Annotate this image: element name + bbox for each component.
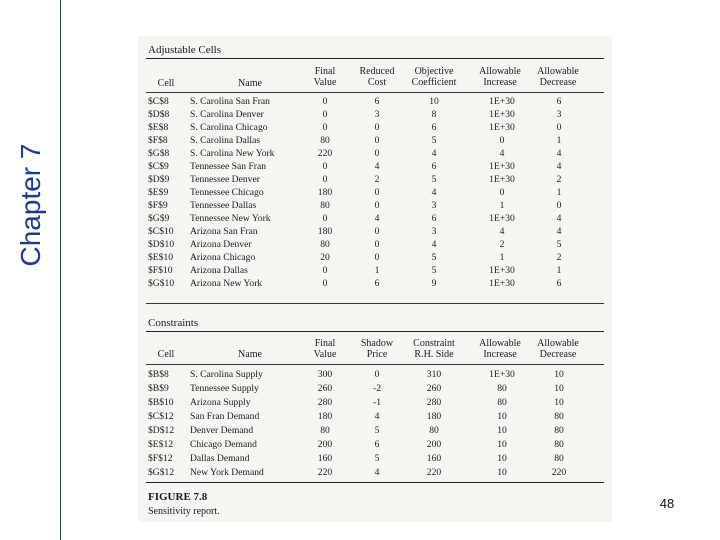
allowable-decrease: 10 (554, 369, 564, 380)
cell-name: S. Carolina New York (190, 148, 275, 159)
objective-coefficient: 3 (431, 200, 437, 211)
cell-ref: $C$12 (148, 411, 174, 422)
cell-name: Denver Demand (190, 425, 254, 436)
objective-coefficient: 10 (429, 96, 439, 107)
chapter-sidebar (0, 0, 61, 540)
allowable-decrease: 6 (556, 96, 562, 107)
allowable-decrease: 80 (554, 411, 564, 422)
final-value: 20 (320, 252, 330, 263)
allowable-increase: 1E+30 (489, 369, 515, 380)
cell-ref: $F$8 (148, 135, 168, 146)
adjustable-col-inc-l2: Increase (483, 77, 517, 88)
cell-ref: $G$8 (148, 148, 170, 159)
adjustable-col-dec-l2: Decrease (539, 77, 577, 88)
final-value: 200 (317, 439, 333, 450)
allowable-increase: 10 (497, 453, 507, 464)
table-row (146, 382, 606, 395)
objective-coefficient: 6 (431, 122, 437, 133)
cell-ref: $C$8 (148, 96, 169, 107)
table-row (146, 173, 606, 186)
adjustable-col-reduced-l2: Cost (367, 77, 387, 88)
final-value: 0 (322, 265, 328, 276)
table-row (146, 147, 606, 160)
cell-ref: $E$10 (148, 252, 174, 263)
allowable-decrease: 80 (554, 425, 564, 436)
final-value: 180 (317, 226, 333, 237)
reduced-cost: 0 (374, 148, 380, 159)
reduced-cost: 6 (374, 96, 380, 107)
allowable-increase: 10 (497, 467, 507, 478)
allowable-decrease: 10 (554, 397, 564, 408)
adjustable-col-final-l1: Final (314, 66, 336, 77)
table-row (146, 438, 606, 451)
reduced-cost: 0 (374, 122, 380, 133)
allowable-decrease: 4 (556, 148, 562, 159)
adjustable-col-dec-l1: Allowable (537, 66, 579, 77)
constraints-col-rhs-l1: Constraint (413, 338, 455, 349)
cell-ref: $D$12 (148, 425, 175, 436)
allowable-decrease: 2 (556, 252, 562, 263)
allowable-decrease: 4 (556, 213, 562, 224)
objective-coefficient: 4 (431, 239, 437, 250)
cell-name: Arizona San Fran (190, 226, 258, 237)
constraint-rhs: 180 (426, 411, 442, 422)
cell-ref: $G$12 (148, 467, 175, 478)
allowable-increase: 10 (497, 411, 507, 422)
allowable-decrease: 4 (556, 226, 562, 237)
allowable-decrease: 80 (554, 453, 564, 464)
table-row (146, 121, 606, 134)
constraints-col-final-l1: Final (314, 338, 336, 349)
allowable-increase: 80 (497, 397, 507, 408)
objective-coefficient: 4 (431, 148, 437, 159)
cell-name: S. Carolina Chicago (190, 122, 268, 133)
adjustable-col-objective-l2: Coefficient (411, 77, 457, 88)
objective-coefficient: 6 (431, 213, 437, 224)
adjustable-col-final-l2: Value (313, 77, 337, 88)
table-row (146, 466, 606, 479)
allowable-increase: 1E+30 (489, 161, 515, 172)
chapter-label: Chapter 7 (15, 143, 46, 267)
cell-name: Chicago Demand (190, 439, 257, 450)
reduced-cost: 0 (374, 252, 380, 263)
table-row (146, 186, 606, 199)
table-row (146, 238, 606, 251)
reduced-cost: 1 (374, 265, 380, 276)
cell-ref: $E$9 (148, 187, 169, 198)
cell-name: San Fran Demand (190, 411, 260, 422)
cell-name: Tennessee Chicago (190, 187, 264, 198)
cell-ref: $G$10 (148, 278, 175, 289)
allowable-increase: 4 (499, 148, 505, 159)
cell-ref: $B$8 (148, 369, 169, 380)
shadow-price: 5 (374, 453, 380, 464)
final-value: 180 (317, 187, 333, 198)
allowable-increase: 1 (499, 252, 505, 263)
cell-ref: $D$9 (148, 174, 170, 185)
final-value: 0 (322, 96, 328, 107)
reduced-cost: 0 (374, 226, 380, 237)
final-value: 80 (320, 135, 330, 146)
cell-name: S. Carolina San Fran (190, 96, 270, 107)
shadow-price: 4 (374, 411, 380, 422)
allowable-increase: 4 (499, 226, 505, 237)
final-value: 80 (320, 425, 330, 436)
final-value: 220 (317, 467, 333, 478)
table-row (146, 160, 606, 173)
allowable-decrease: 1 (556, 187, 562, 198)
objective-coefficient: 5 (431, 252, 437, 263)
objective-coefficient: 8 (431, 109, 437, 120)
cell-name: Tennessee Dallas (190, 200, 257, 211)
constraint-rhs: 80 (429, 425, 439, 436)
constraint-rhs: 260 (426, 383, 442, 394)
figure-title: FIGURE 7.8 (148, 491, 208, 503)
allowable-increase: 1E+30 (489, 174, 515, 185)
final-value: 260 (317, 383, 333, 394)
cell-ref: $D$8 (148, 109, 170, 120)
objective-coefficient: 5 (431, 174, 437, 185)
table-row (146, 264, 606, 277)
allowable-decrease: 10 (554, 383, 564, 394)
cell-name: Arizona Dallas (190, 265, 248, 276)
constraint-rhs: 280 (426, 397, 442, 408)
cell-name: Arizona Chicago (190, 252, 256, 263)
constraint-rhs: 220 (426, 467, 442, 478)
reduced-cost: 0 (374, 239, 380, 250)
allowable-decrease: 0 (556, 122, 562, 133)
allowable-decrease: 2 (556, 174, 562, 185)
cell-name: Arizona Supply (190, 397, 251, 408)
allowable-increase: 1E+30 (489, 278, 515, 289)
final-value: 300 (317, 369, 333, 380)
constraint-rhs: 200 (426, 439, 442, 450)
table-row (146, 277, 606, 290)
final-value: 0 (322, 122, 328, 133)
reduced-cost: 3 (374, 109, 380, 120)
allowable-decrease: 80 (554, 439, 564, 450)
table-row (146, 452, 606, 465)
constraints-col-cell: Cell (157, 349, 175, 360)
shadow-price: 0 (374, 369, 380, 380)
constraints-col-shadow-l2: Price (366, 349, 388, 360)
figure-caption: Sensitivity report. (148, 506, 220, 517)
table-row (146, 212, 606, 225)
reduced-cost: 0 (374, 187, 380, 198)
cell-name: New York Demand (190, 467, 264, 478)
table-row (146, 251, 606, 264)
allowable-increase: 0 (499, 135, 505, 146)
constraint-rhs: 310 (426, 369, 442, 380)
adjustable-col-reduced-l1: Reduced (359, 66, 395, 77)
constraints-col-dec-l1: Allowable (537, 338, 579, 349)
final-value: 0 (322, 213, 328, 224)
final-value: 280 (317, 397, 333, 408)
final-value: 160 (317, 453, 333, 464)
table-row (146, 368, 606, 381)
final-value: 0 (322, 278, 328, 289)
cell-name: Arizona Denver (190, 239, 252, 250)
constraints-top-rule (146, 331, 604, 332)
allowable-decrease: 4 (556, 161, 562, 172)
allowable-increase: 1 (499, 200, 505, 211)
shadow-price: -2 (373, 383, 381, 394)
cell-ref: $C$9 (148, 161, 169, 172)
allowable-increase: 10 (497, 439, 507, 450)
table-row (146, 410, 606, 423)
reduced-cost: 0 (374, 200, 380, 211)
cell-ref: $G$9 (148, 213, 170, 224)
cell-name: Arizona New York (190, 278, 263, 289)
allowable-increase: 1E+30 (489, 265, 515, 276)
constraints-col-inc-l2: Increase (483, 349, 517, 360)
reduced-cost: 6 (374, 278, 380, 289)
final-value: 80 (320, 239, 330, 250)
adjustable-col-cell: Cell (157, 78, 175, 89)
table-row (146, 95, 606, 108)
reduced-cost: 2 (374, 174, 380, 185)
shadow-price: -1 (373, 397, 381, 408)
cell-ref: $B$9 (148, 383, 169, 394)
constraints-col-dec-l2: Decrease (539, 349, 577, 360)
shadow-price: 5 (374, 425, 380, 436)
reduced-cost: 0 (374, 135, 380, 146)
table-row (146, 396, 606, 409)
constraints-heading: Constraints (148, 317, 199, 329)
sensitivity-report-figure (138, 36, 612, 522)
constraints-col-final-l2: Value (313, 349, 337, 360)
reduced-cost: 4 (374, 213, 380, 224)
final-value: 180 (317, 411, 333, 422)
reduced-cost: 4 (374, 161, 380, 172)
allowable-increase: 10 (497, 425, 507, 436)
objective-coefficient: 5 (431, 265, 437, 276)
cell-name: Tennessee New York (190, 213, 271, 224)
cell-ref: $E$8 (148, 122, 169, 133)
allowable-increase: 80 (497, 383, 507, 394)
final-value: 0 (322, 161, 328, 172)
shadow-price: 6 (374, 439, 380, 450)
shadow-price: 4 (374, 467, 380, 478)
cell-name: Tennessee Supply (190, 383, 259, 394)
allowable-decrease: 1 (556, 265, 562, 276)
allowable-decrease: 3 (556, 109, 562, 120)
allowable-increase: 1E+30 (489, 213, 515, 224)
cell-ref: $F$9 (148, 200, 168, 211)
allowable-increase: 1E+30 (489, 109, 515, 120)
objective-coefficient: 6 (431, 161, 437, 172)
constraints-col-name: Name (238, 349, 262, 360)
objective-coefficient: 3 (431, 226, 437, 237)
constraints-col-rhs-l2: R.H. Side (414, 349, 454, 360)
adjustable-col-inc-l1: Allowable (479, 66, 521, 77)
constraints-bottom-rule (146, 482, 604, 483)
table-row (146, 134, 606, 147)
table-row (146, 424, 606, 437)
objective-coefficient: 9 (431, 278, 437, 289)
adjustable-cells-heading: Adjustable Cells (148, 44, 222, 56)
constraint-rhs: 160 (426, 453, 442, 464)
table-row (146, 199, 606, 212)
allowable-decrease: 0 (556, 200, 562, 211)
allowable-decrease: 5 (556, 239, 562, 250)
page-number: 48 (659, 496, 675, 511)
objective-coefficient: 4 (431, 187, 437, 198)
allowable-increase: 1E+30 (489, 122, 515, 133)
allowable-increase: 1E+30 (489, 96, 515, 107)
adjustable-col-objective-l1: Objective (414, 66, 454, 77)
table-row (146, 225, 606, 238)
allowable-decrease: 6 (556, 278, 562, 289)
cell-name: S. Carolina Supply (190, 369, 263, 380)
cell-ref: $D$10 (148, 239, 175, 250)
cell-ref: $E$12 (148, 439, 174, 450)
cell-ref: $B$10 (148, 397, 174, 408)
adjustable-top-rule (146, 58, 604, 59)
constraints-col-shadow-l1: Shadow (360, 338, 394, 349)
final-value: 0 (322, 109, 328, 120)
cell-name: S. Carolina Denver (190, 109, 264, 120)
cell-ref: $F$10 (148, 265, 173, 276)
cell-ref: $C$10 (148, 226, 174, 237)
constraints-col-inc-l1: Allowable (479, 338, 521, 349)
cell-name: Dallas Demand (190, 453, 250, 464)
cell-name: Tennessee Denver (190, 174, 260, 185)
adjustable-bottom-rule (146, 303, 604, 304)
final-value: 220 (317, 148, 333, 159)
adjustable-header-rule (146, 92, 604, 93)
cell-ref: $F$12 (148, 453, 173, 464)
objective-coefficient: 5 (431, 135, 437, 146)
allowable-decrease: 1 (556, 135, 562, 146)
final-value: 80 (320, 200, 330, 211)
cell-name: Tennessee San Fran (190, 161, 267, 172)
adjustable-col-name: Name (238, 78, 262, 89)
constraints-header-rule (146, 364, 604, 365)
allowable-decrease: 220 (551, 467, 567, 478)
table-row (146, 108, 606, 121)
cell-name: S. Carolina Dallas (190, 135, 261, 146)
allowable-increase: 2 (499, 239, 505, 250)
allowable-increase: 0 (499, 187, 505, 198)
final-value: 0 (322, 174, 328, 185)
